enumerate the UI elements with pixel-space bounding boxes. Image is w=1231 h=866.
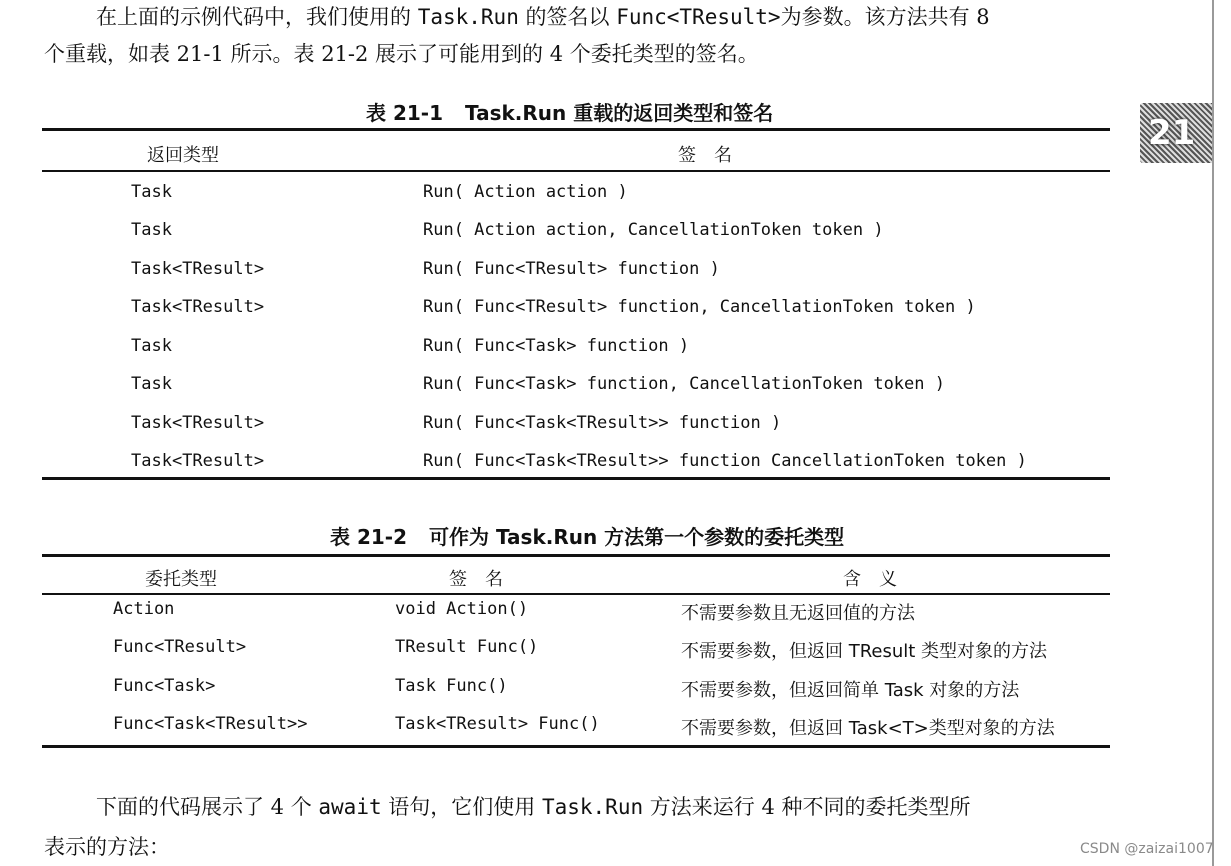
outro-text-b: 语句，它们使用 — [381, 795, 542, 819]
table1-cell-signature: Run( Func<Task> function, CancellationToken token ) — [423, 374, 945, 394]
outro-code-task-run: Task.Run — [541, 795, 644, 819]
watermark: CSDN @zaizai1007 — [1080, 841, 1214, 857]
table2-cell-meaning: 不需要参数，但返回 TResult 类型对象的方法 — [681, 641, 1048, 662]
table2-cell-delegate-type: Func<Task> — [113, 676, 216, 696]
table1-cell-return-type: Task<TResult> — [131, 259, 265, 279]
table1-cell-return-type: Task — [131, 220, 172, 240]
intro-code-task-run: Task.Run — [417, 5, 519, 29]
table2-top-rule — [42, 554, 1110, 557]
intro-text-b: 的签名以 — [518, 5, 617, 29]
outro-line-1 — [96, 791, 971, 824]
outro-code-await: await — [318, 795, 382, 819]
table2-header-delegate-type: 委托类型 — [145, 569, 217, 590]
table1-cell-return-type: Task — [131, 182, 172, 202]
table1-header-return-type: 返回类型 — [147, 145, 219, 166]
table2-cell-signature: TResult Func() — [395, 637, 539, 657]
intro-line-1 — [96, 1, 990, 34]
table1-number: 表 21-1 — [366, 101, 444, 125]
table2-header-meaning: 含 义 — [843, 569, 897, 590]
table2-cell-meaning: 不需要参数，但返回 Task<T>类型对象的方法 — [681, 718, 1055, 739]
table1-cell-signature: Run( Func<TResult> function, CancellationToken token ) — [423, 297, 976, 317]
table2-cell-signature: void Action() — [395, 599, 529, 619]
table1-header-signature: 签 名 — [678, 145, 732, 166]
table1-top-rule — [42, 128, 1110, 131]
table1-cell-return-type: Task — [131, 374, 172, 394]
table1-caption — [366, 97, 773, 126]
table2-cell-delegate-type: Action — [113, 599, 175, 619]
outro-text-c: 方法来运行 4 种不同的委托类型所 — [643, 795, 971, 819]
page-edge-rule — [1212, 0, 1214, 866]
table2-bottom-rule — [42, 745, 1110, 748]
table2-caption — [330, 521, 844, 550]
table1-cell-return-type: Task<TResult> — [131, 297, 265, 317]
intro-text-c: 为参数。该方法共有 8 — [780, 5, 990, 29]
table1-cell-signature: Run( Func<TResult> function ) — [423, 259, 720, 279]
table1-cell-return-type: Task — [131, 336, 172, 356]
table2-cell-delegate-type: Func<Task<TResult>> — [113, 714, 308, 734]
table2-cell-meaning: 不需要参数，但返回简单 Task 对象的方法 — [681, 680, 1020, 701]
table1-cell-signature: Run( Func<Task<TResult>> function ) — [423, 413, 782, 433]
outro-line-2: 表示的方法： — [44, 835, 170, 859]
chapter-tab-thumbnail — [1140, 103, 1212, 163]
intro-text-a: 在上面的示例代码中，我们使用的 — [96, 5, 418, 29]
table2-header-rule — [42, 593, 1110, 595]
table2-title: 可作为 Task.Run 方法第一个参数的委托类型 — [429, 525, 845, 549]
intro-line-2: 个重载，如表 21-1 所示。表 21-2 展示了可能用到的 4 个委托类型的签名。 — [44, 42, 759, 66]
table1-cell-return-type: Task<TResult> — [131, 451, 265, 471]
table1-header-rule — [42, 170, 1110, 172]
chapter-tab-number: 21 — [1148, 113, 1196, 153]
table1-cell-signature: Run( Func<Task<TResult>> function CancellationToken token ) — [423, 451, 1027, 471]
table1-cell-signature: Run( Func<Task> function ) — [423, 336, 690, 356]
table1-cell-return-type: Task<TResult> — [131, 413, 265, 433]
table2-header-signature: 签 名 — [449, 569, 503, 590]
table2-cell-delegate-type: Func<TResult> — [113, 637, 247, 657]
table1-bottom-rule — [42, 477, 1110, 480]
table2-cell-meaning: 不需要参数且无返回值的方法 — [681, 603, 915, 624]
table2-cell-signature: Task<TResult> Func() — [395, 714, 600, 734]
table1-cell-signature: Run( Action action, CancellationToken token ) — [423, 220, 884, 240]
intro-code-func: Func<TResult> — [616, 5, 781, 29]
table2-number: 表 21-2 — [330, 525, 408, 549]
outro-text-a: 下面的代码展示了 4 个 — [96, 795, 319, 819]
table2-cell-signature: Task Func() — [395, 676, 508, 696]
table1-title: Task.Run 重载的返回类型和签名 — [465, 101, 774, 125]
table1-cell-signature: Run( Action action ) — [423, 182, 628, 202]
